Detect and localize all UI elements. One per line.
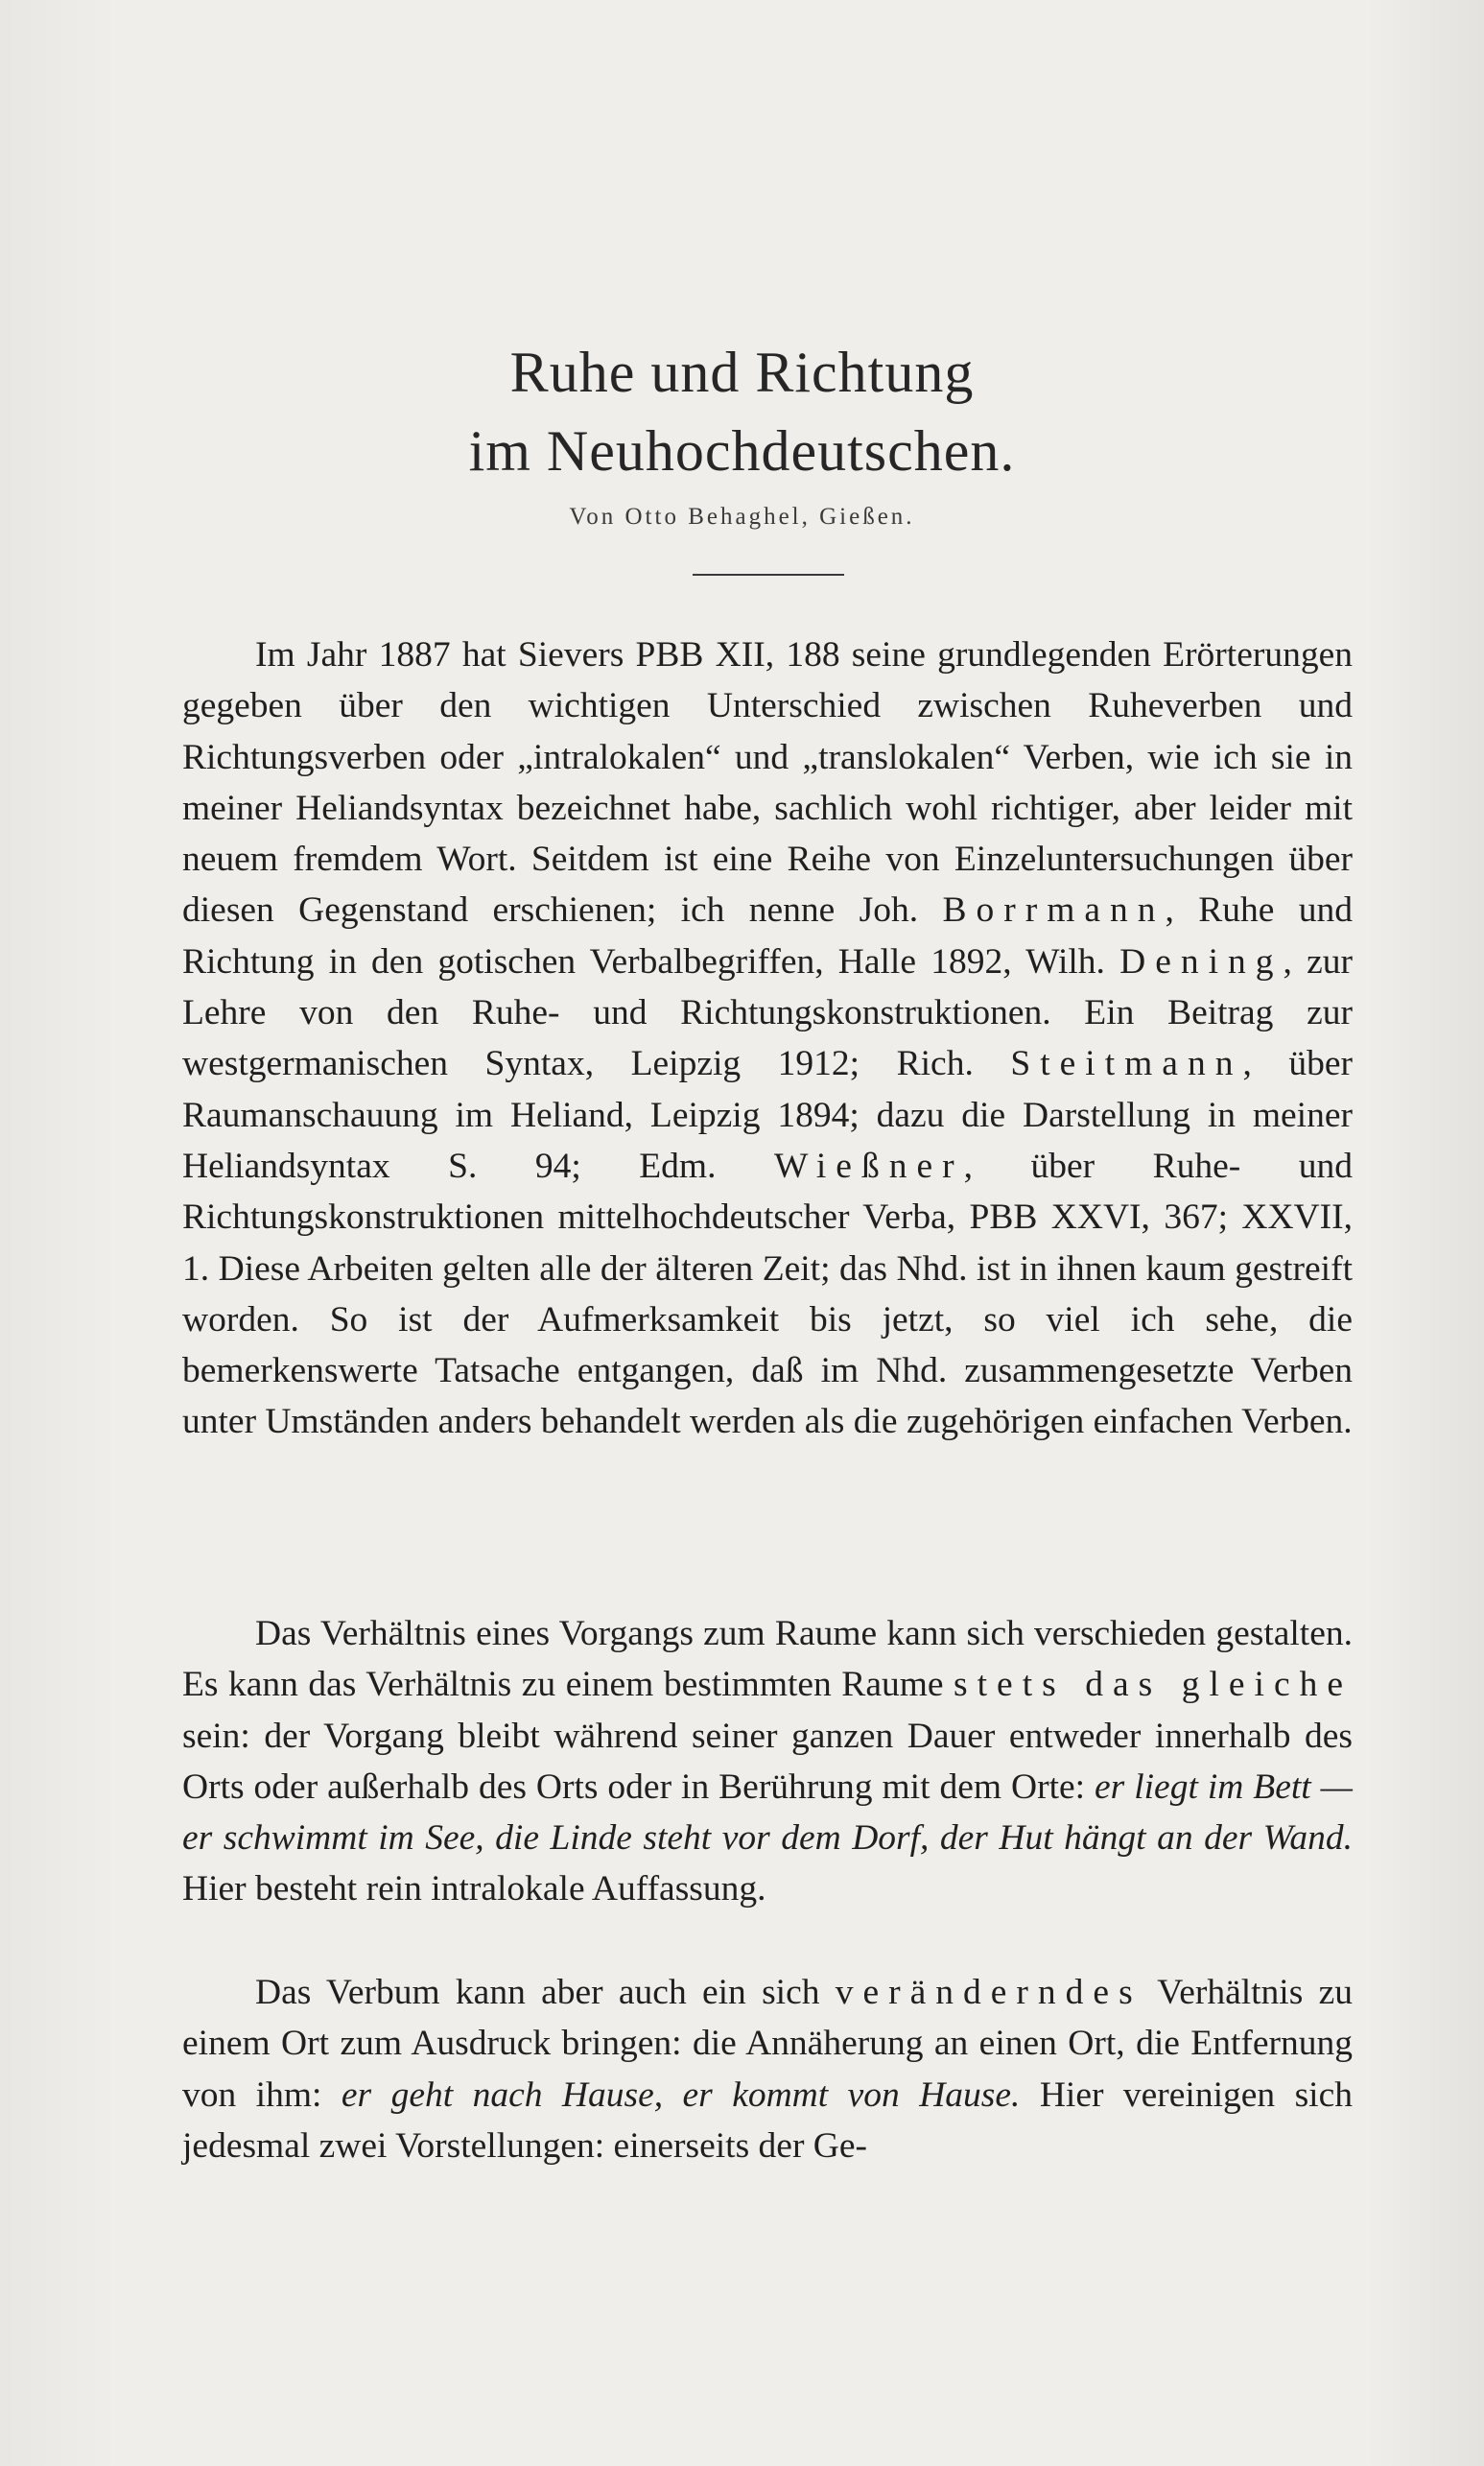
emphasis-stets-das-gleiche: stets das gleiche [954,1665,1353,1705]
text-run: Hier besteht rein intralokale Auffassung. [182,1869,766,1909]
title-divider [693,574,844,576]
author-name-wiessner: Wießner [773,1146,964,1186]
paragraph-3-text [182,1967,1353,2171]
text-run: sein: der Vorgang bleibt während seiner ganzen Dauer entweder innerhalb des Orts oder außerhalb des Orts oder in Berührung mit dem Orte: [182,1716,1353,1807]
author-name-borrmann: Borrmann [942,890,1166,931]
example-sentences: er liegt im Bett — er schwimmt im See, die Linde steht vor dem Dorf, der Hut hängt an der Wand. [182,1767,1353,1859]
text-run: Das Verbum kann aber auch ein sich [255,1973,836,2012]
paragraph-2 [182,1608,1353,1915]
example-sentences: er geht nach Hause, er kommt von Hause. [341,2075,1021,2115]
paragraph-1 [182,629,1353,1448]
emphasis-veraenderndes: veränderndes [835,1973,1142,2012]
author-name-dening: Dening [1119,941,1284,982]
text-run: , zur Lehre von den Ruhe- und Richtungskonstruktionen. Ein Beitrag zur westgermanischen Syntax, Leipzig 1912; Rich. [182,941,1353,1084]
paragraph-3 [182,1967,1353,2171]
author-name-steitmann: Steitmann [1010,1044,1243,1084]
article-title-line-2: im Neuhochdeutschen. [468,419,1016,483]
paragraph-2-text [182,1608,1353,1915]
text-run: Verhältnis zu einem Ort zum Ausdruck bringen: die Annäherung an einen Ort, die Entfernung von ihm: [182,1973,1353,2115]
text-run: , Ruhe und Richtung in den gotischen Verbalbegriffen, Halle 1892, Wilh. [182,890,1353,982]
text-run: Hier vereinigen sich jedesmal zwei Vorstellungen: einerseits der Ge- [182,2075,1353,2166]
paragraph-1-text [182,629,1353,1448]
text-run: , über Raumanschauung im Heliand, Leipzig 1894; dazu die Darstellung in meiner Heliandsyntax S. 94; Edm. [182,1044,1353,1186]
text-run: , über Ruhe- und Richtungskonstruktionen mittelhochdeutscher Verba, PBB XXVI, 367; XXVII, 1. Diese Arbeiten gelten alle der älteren Zeit; das Nhd. ist in ihnen kaum gestreift worden. So ist der Aufmerksamkeit bis jetzt, so viel ich sehe, die bemerkenswerte Tatsache entgangen, daß im Nhd. zusammengesetzte Verben unter Umständen anders behandelt werden als die zugehörigen einfachen Verben. [182,1146,1353,1442]
text-run: Das Verhältnis eines Vorgangs zum Raume kann sich verschieden gestalten. Es kann das Verhältnis zu einem bestimmten Raume [182,1614,1353,1705]
author-byline: Von Otto Behaghel, Gießen. [569,504,915,530]
article-title-line-1: Ruhe und Richtung [509,341,975,404]
text-run: Im Jahr 1887 hat Sievers PBB XII, 188 seine grundlegenden Erörterungen gegeben über den wichtigen Unterschied zwischen Ruheverben und Richtungsverben oder „intralokalen“ und „translokalen“ Verben, wie ich sie in meiner Heliandsyntax bezeichnet habe, sachlich wohl richtiger, aber leider mit neuem fremdem Wort. Seitdem ist eine Reihe von Einzeluntersuchungen über diesen Gegenstand erschienen; ich nenne Joh. [182,635,1353,931]
